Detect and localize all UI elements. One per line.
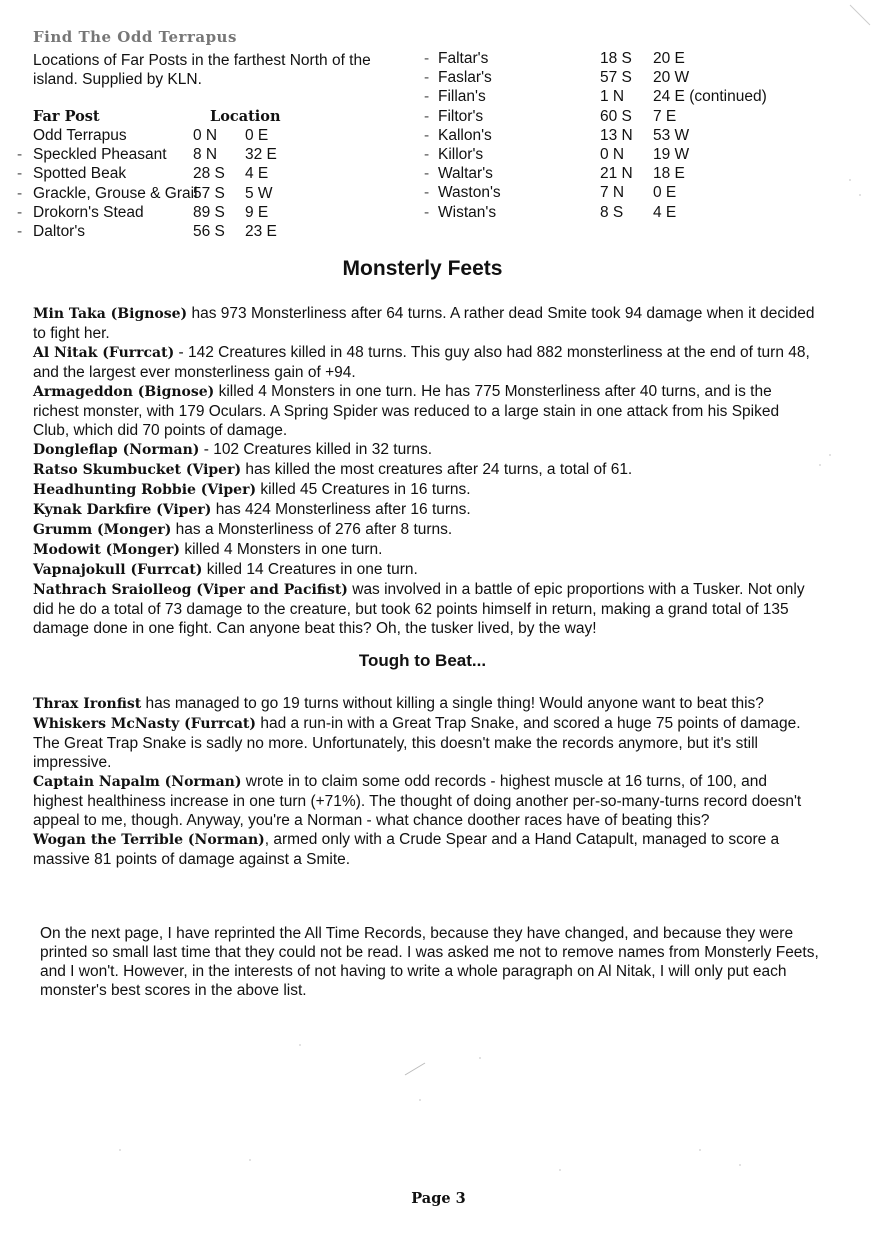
monster-name: Whiskers McNasty (Furrcat) — [33, 716, 257, 732]
post-latitude: 8 N — [193, 146, 218, 164]
section-heading-tough-to-beat: Tough to Beat... — [358, 651, 487, 670]
post-longitude: 53 W — [653, 126, 690, 144]
row-dash-mark: - — [424, 203, 430, 221]
row-dash-mark: - — [424, 165, 430, 183]
monster-name: Dongleflap (Norman) — [33, 442, 200, 458]
monster-name: Nathrach Sraiolleog (Viper and Pacifist) — [33, 582, 348, 598]
record-entry — [33, 500, 818, 520]
monster-name: Armageddon (Bignose) — [33, 384, 215, 400]
post-latitude: 28 S — [193, 165, 225, 183]
record-text: - 142 Creatures killed in 48 turns. This guy also had 882 monsterliness at the end of turn 48, and the largest ever monsterliness gain of +94. — [33, 344, 810, 381]
post-longitude: 20 W — [653, 69, 690, 87]
record-entry — [33, 560, 818, 580]
closing-paragraph — [40, 924, 820, 1000]
post-name: Fillan's — [438, 88, 486, 106]
post-latitude: 60 S — [600, 107, 632, 125]
record-text: had a run-in with a Great Trap Snake, and scored a huge 75 points of damage. The Great Trap Snake is sadly no more. Unfortunately, this doesn't make the records anymore, but it's still impressive. — [33, 715, 801, 771]
row-dash-mark: - — [424, 88, 430, 106]
post-longitude: 20 E — [653, 50, 685, 67]
monster-name: Modowit (Monger) — [33, 542, 181, 558]
monster-name: Min Taka (Bignose) — [33, 306, 188, 322]
post-name: Faltar's — [438, 50, 489, 67]
record-entry — [33, 540, 818, 560]
row-dash-mark: - — [17, 203, 23, 221]
post-latitude: 0 N — [600, 146, 625, 163]
post-longitude: 9 E — [245, 203, 269, 221]
monster-name: Kynak Darkfire (Viper) — [33, 502, 212, 518]
section-heading-monsterly-feets: Monsterly Feets — [342, 257, 503, 280]
post-name: Waltar's — [438, 165, 493, 183]
post-name: Odd Terrapus — [33, 127, 127, 144]
monsterly-feets-list — [33, 304, 818, 638]
post-latitude: 57 S — [193, 184, 225, 202]
post-latitude: 8 S — [600, 203, 624, 221]
record-text: , armed only with a Crude Spear and a Hand Catapult, managed to score a massive 81 points of damage against a Smite. — [33, 831, 780, 868]
row-dash-mark: - — [424, 107, 430, 125]
post-name: Daltor's — [33, 223, 86, 240]
post-longitude: 23 E — [245, 223, 277, 240]
column-header-location: Location — [210, 108, 281, 125]
post-latitude: 56 S — [193, 223, 225, 240]
post-name: Filtor's — [438, 107, 484, 125]
post-longitude: 24 E (continued) — [653, 88, 767, 106]
record-text: has managed to go 19 turns without killing a single thing! Would anyone want to beat this? — [141, 695, 764, 712]
row-dash-mark: - — [17, 223, 23, 240]
record-text: has killed the most creatures after 24 turns, a total of 61. — [241, 461, 633, 478]
monster-name: Thrax Ironfist — [33, 696, 142, 712]
record-entry — [33, 830, 818, 869]
post-name: Grackle, Grouse & Grail — [33, 184, 198, 202]
post-longitude: 18 E — [653, 165, 685, 183]
record-text: has 973 Monsterliness after 64 turns. A rather dead Smite took 94 damage when it decided to fight her. — [33, 305, 815, 342]
record-entry — [33, 460, 818, 480]
record-text: killed 14 Creatures in one turn. — [202, 561, 418, 578]
post-longitude: 5 W — [245, 184, 273, 202]
record-text: has 424 Monsterliness after 16 turns. — [211, 501, 471, 518]
monster-name: Captain Napalm (Norman) — [33, 774, 242, 790]
row-dash-mark: - — [424, 126, 430, 144]
record-entry — [33, 694, 818, 714]
record-entry — [33, 304, 818, 343]
post-longitude: 32 E — [245, 146, 277, 164]
row-dash-mark: - — [17, 146, 23, 164]
monster-name: Grumm (Monger) — [33, 522, 172, 538]
far-posts-intro: Locations of Far Posts in the farthest North of the island. Supplied by KLN. — [33, 52, 371, 88]
post-name: Faslar's — [438, 69, 492, 87]
post-longitude: 0 E — [245, 127, 269, 144]
record-text: wrote in to claim some odd records - highest muscle at 16 turns, of 100, and highest healthiness increase in one turn (+71%). The thought of doing another per-so-many-turns record doesn't appeal to me, though. Anyway, you're a Norman - what chance doother races have of beating this? — [33, 773, 802, 829]
post-longitude: 19 W — [653, 146, 690, 163]
tough-to-beat-list — [33, 694, 818, 869]
post-latitude: 13 N — [600, 126, 633, 144]
record-text: has a Monsterliness of 276 after 8 turns. — [171, 521, 453, 538]
record-text: was involved in a battle of epic proportions with a Tusker. Not only did he do a total of 73 damage to the creature, but took 62 points himself in return, making a grand total of 135 damage done in one fight. Can anyone beat this? Oh, the tusker lived, by the way! — [33, 581, 805, 637]
post-name: Kallon's — [438, 126, 492, 144]
row-dash-mark: - — [424, 146, 430, 163]
record-entry — [33, 520, 818, 540]
post-name: Speckled Pheasant — [33, 146, 167, 164]
record-entry — [33, 714, 818, 772]
monster-name: Headhunting Robbie (Viper) — [33, 482, 257, 498]
post-longitude: 7 E — [653, 107, 677, 125]
row-dash-mark: - — [17, 184, 23, 202]
row-dash-mark: - — [424, 50, 430, 67]
post-latitude: 57 S — [600, 69, 632, 87]
post-latitude: 89 S — [193, 203, 225, 221]
post-name: Drokorn's Stead — [33, 203, 144, 221]
post-longitude: 4 E — [245, 165, 269, 183]
monster-name: Al Nitak (Furrcat) — [33, 345, 175, 361]
page-number: Page 3 — [411, 1190, 466, 1207]
post-longitude: 4 E — [653, 203, 677, 221]
record-text: killed 4 Monsters in one turn. — [180, 541, 383, 558]
post-name: Killor's — [438, 146, 484, 163]
column-header-far-post: Far Post — [33, 108, 100, 125]
post-name: Waston's — [438, 184, 501, 202]
row-dash-mark: - — [17, 165, 23, 183]
record-entry — [33, 480, 818, 500]
closing-text: On the next page, I have reprinted the All Time Records, because they have changed, and because they were printed so small last time that they could not be read. I was asked me not to remove names from Monsterly Feets, and I won't. However, in the interests of not having to write a whole paragraph on Al Nitak, I will only put each monster's best scores in the above list. — [40, 925, 819, 999]
record-entry — [33, 580, 818, 638]
post-name: Spotted Beak — [33, 165, 127, 183]
record-entry — [33, 382, 818, 440]
post-latitude: 18 S — [600, 50, 632, 67]
row-dash-mark: - — [424, 184, 430, 202]
record-entry — [33, 440, 818, 460]
section-heading-odd-terrapus: Find The Odd Terrapus — [33, 28, 237, 46]
post-latitude: 7 N — [600, 184, 625, 202]
record-text: killed 45 Creatures in 16 turns. — [256, 481, 471, 498]
record-entry — [33, 343, 818, 382]
monster-name: Vapnajokull (Furrcat) — [33, 562, 203, 578]
monster-name: Wogan the Terrible (Norman) — [33, 832, 265, 848]
monster-name: Ratso Skumbucket (Viper) — [33, 462, 242, 478]
post-latitude: 21 N — [600, 165, 633, 183]
record-text: killed 4 Monsters in one turn. He has 775 Monsterliness after 40 turns, and is the richest monster, with 179 Oculars. A Spring Spider was reduced to a large stain in one attack from his Spiked Club, which did 70 points of damage. — [33, 383, 780, 439]
record-text: - 102 Creatures killed in 32 turns. — [199, 441, 433, 458]
post-name: Wistan's — [438, 203, 497, 221]
post-longitude: 0 E — [653, 184, 677, 202]
post-latitude: 1 N — [600, 88, 625, 106]
post-latitude: 0 N — [193, 127, 218, 144]
row-dash-mark: - — [424, 69, 430, 87]
record-entry — [33, 772, 818, 830]
